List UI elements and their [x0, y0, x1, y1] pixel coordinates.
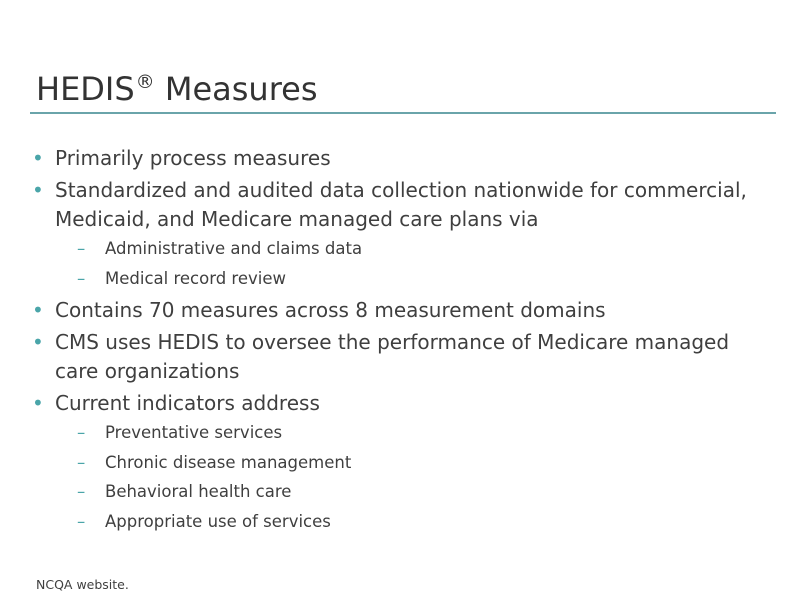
- sub-bullet-item: [55, 477, 750, 507]
- bullet-text: CMS uses HEDIS to oversee the performance of Medicare managed care organizations: [55, 330, 730, 383]
- dash-icon: –: [77, 239, 86, 258]
- bullet-dot-icon: •: [32, 298, 44, 322]
- dash-icon: –: [77, 268, 86, 288]
- registered-mark: ®: [135, 71, 155, 93]
- slide-title-rest: Measures: [154, 70, 318, 108]
- sub-bullet-text: Medical record review: [105, 268, 286, 288]
- slide-title-text: HEDIS: [36, 70, 135, 108]
- dash-icon: –: [77, 511, 86, 531]
- dash-icon: –: [77, 482, 86, 501]
- bullet-item: [30, 176, 750, 293]
- bullet-item: [30, 144, 750, 173]
- sub-bullet-text: Appropriate use of services: [105, 511, 331, 531]
- sub-bullet-text: Chronic disease management: [105, 452, 352, 472]
- dash-icon: –: [77, 452, 86, 472]
- bullet-dot-icon: •: [32, 178, 44, 202]
- title-divider: [30, 112, 776, 114]
- sub-bullet-text: Preventative services: [105, 423, 283, 442]
- sub-bullet-item: [55, 234, 750, 264]
- sub-bullet-item: [55, 418, 750, 448]
- source-note: NCQA website.: [36, 577, 129, 592]
- bullet-item: [30, 296, 750, 325]
- sub-bullet-item: [55, 507, 750, 537]
- bullet-text: Standardized and audited data collection nationwide for commercial, Medicaid, and Medicare managed care plans via: [55, 178, 747, 231]
- bullet-item: [30, 328, 750, 386]
- bullet-list: [30, 144, 750, 536]
- sub-bullet-list: [55, 234, 750, 293]
- bullet-dot-icon: •: [32, 330, 44, 354]
- bullet-text: Contains 70 measures across 8 measurement domains: [55, 298, 606, 322]
- bullet-dot-icon: •: [32, 146, 44, 170]
- bullet-item: [30, 389, 750, 536]
- sub-bullet-text: Administrative and claims data: [105, 239, 363, 258]
- slide-title: [36, 58, 318, 113]
- sub-bullet-text: Behavioral health care: [105, 482, 292, 501]
- sub-bullet-list: [55, 418, 750, 536]
- dash-icon: –: [77, 423, 86, 442]
- bullet-text: Primarily process measures: [55, 146, 331, 170]
- bullet-dot-icon: •: [32, 391, 44, 415]
- bullet-text: Current indicators address: [55, 391, 320, 415]
- sub-bullet-item: [55, 264, 750, 294]
- sub-bullet-item: [55, 448, 750, 478]
